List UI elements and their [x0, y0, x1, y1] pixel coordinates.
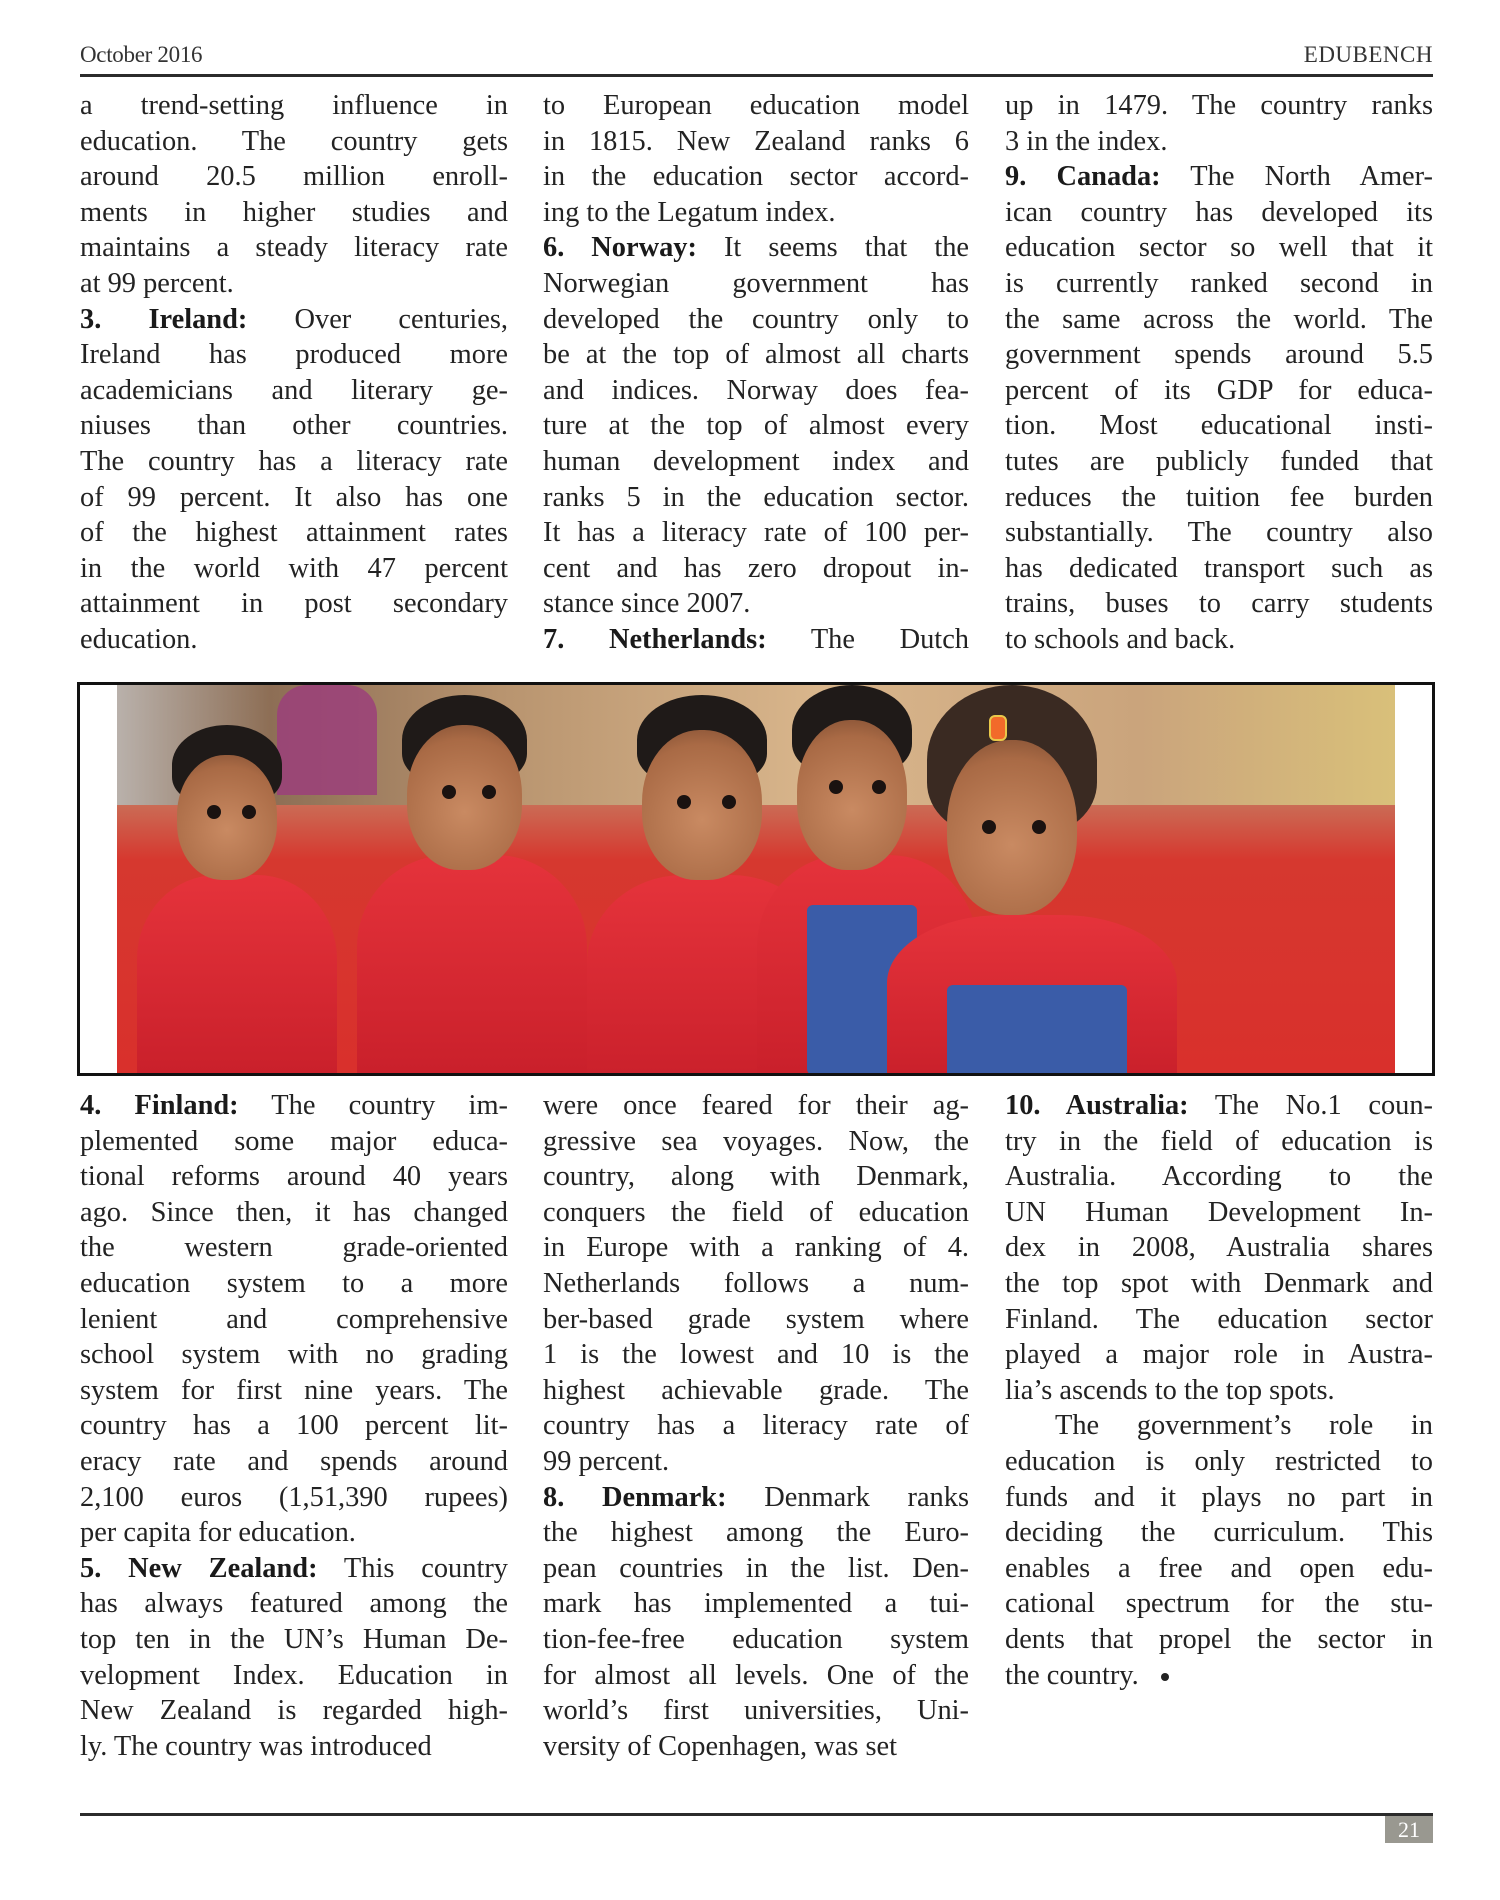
text-line: per capita for education. — [80, 1517, 356, 1549]
text-line: tion-fee-free education system — [543, 1623, 969, 1655]
section-heading: 9. Canada: — [1005, 161, 1161, 193]
top-column-2 — [543, 88, 969, 658]
text-line: a trend-setting influence in — [80, 90, 508, 121]
text-line: at 99 percent. — [80, 267, 234, 299]
section-heading: 8. Denmark: — [543, 1481, 727, 1513]
text-run: The North Amer- — [1160, 161, 1433, 193]
text-line: ican country has developed its — [1005, 196, 1433, 228]
text-line: country has a literacy rate of — [543, 1410, 969, 1442]
text-line: ago. Since then, it has changed — [80, 1196, 508, 1228]
text-line: be at the top of almost all charts — [543, 339, 969, 371]
text-line: played a major role in Austra- — [1005, 1339, 1433, 1371]
text-line: has dedicated transport such as — [1005, 552, 1433, 584]
text-run: Denmark ranks — [726, 1481, 969, 1513]
text-line: percent of its GDP for educa- — [1005, 374, 1433, 406]
bottom-column-2 — [543, 1088, 969, 1764]
text-line: the country. — [1005, 1658, 1433, 1694]
text-line: education system to a more — [80, 1267, 508, 1299]
text-line: country, along with Denmark, — [543, 1161, 969, 1193]
text-line: dex in 2008, Australia shares — [1005, 1232, 1433, 1264]
footer-rule — [80, 1813, 1433, 1816]
text-line: human development index and — [543, 445, 969, 477]
text-line: 99 percent. — [543, 1445, 670, 1477]
text-line: Australia. According to the — [1005, 1161, 1433, 1193]
section-heading: 7. Netherlands: — [543, 623, 767, 655]
text-line: lenient and comprehensive — [80, 1303, 508, 1335]
text-line: ranks 5 in the education sector. — [543, 481, 969, 513]
text-line: education is only restricted to — [1005, 1445, 1433, 1477]
text-line: The country has a literacy rate — [80, 445, 508, 477]
text-line: The government’s role in — [1055, 1410, 1433, 1442]
section-heading: 3. Ireland: — [80, 303, 248, 335]
photo-background-figure — [277, 685, 377, 795]
text-line: lia’s ascends to the top spots. — [1005, 1374, 1335, 1406]
text-line — [80, 1551, 508, 1587]
section-heading: 10. Australia: — [1005, 1090, 1189, 1121]
text-line: has always featured among the — [80, 1588, 508, 1620]
text-line: were once feared for their ag- — [543, 1090, 969, 1121]
photo-frame — [77, 682, 1435, 1076]
text-line: pean countries in the list. Den- — [543, 1552, 969, 1584]
text-line: 1 is the lowest and 10 is the — [543, 1339, 969, 1371]
text-line: try in the field of education is — [1005, 1125, 1433, 1157]
top-column-3 — [1005, 88, 1433, 658]
text-line: New Zealand is regarded high- — [80, 1695, 508, 1727]
text-line: for almost all levels. One of the — [543, 1659, 969, 1691]
text-line: school system with no grading — [80, 1339, 508, 1371]
hair-clip — [989, 715, 1007, 741]
text-line: dents that propel the sector in — [1005, 1623, 1433, 1655]
text-line: cent and has zero dropout in- — [543, 552, 969, 584]
text-line: trains, buses to carry students — [1005, 588, 1433, 620]
text-line: of the highest attainment rates — [80, 517, 508, 549]
text-line — [543, 230, 969, 266]
text-line: the western grade-oriented — [80, 1232, 508, 1264]
text-run: The Dutch — [766, 623, 969, 655]
text-line: enables a free and open edu- — [1005, 1552, 1433, 1584]
text-run: Over centuries, — [247, 303, 508, 335]
text-line: plemented some major educa- — [80, 1125, 508, 1157]
section-heading: 4. Finland: — [80, 1090, 239, 1121]
text-line: the top spot with Denmark and — [1005, 1267, 1433, 1299]
text-line: maintains a steady literacy rate — [80, 232, 508, 264]
schoolchildren-photo — [117, 685, 1395, 1073]
publication-name: EDUBENCH — [1303, 42, 1433, 67]
text-line — [1005, 159, 1433, 195]
text-line: around 20.5 million enroll- — [80, 161, 508, 193]
text-run: It seems that the — [696, 232, 969, 264]
section-heading: 6. Norway: — [543, 232, 697, 264]
text-line — [80, 1088, 508, 1124]
text-line: tion. Most educational insti- — [1005, 410, 1433, 442]
text-line: the highest among the Euro- — [543, 1517, 969, 1549]
text-line: funds and it plays no part in — [1005, 1481, 1433, 1513]
text-line — [80, 302, 508, 338]
text-run: This country — [317, 1552, 508, 1584]
text-line: top ten in the UN’s Human De- — [80, 1623, 508, 1655]
text-line — [1005, 1088, 1433, 1124]
bottom-column-1 — [80, 1088, 508, 1764]
text-line — [543, 1480, 969, 1516]
text-run: The No.1 coun- — [1188, 1090, 1433, 1121]
text-line: the same across the world. The — [1005, 303, 1433, 335]
text-line: in the education sector accord- — [543, 161, 969, 193]
text-line: highest achievable grade. The — [543, 1374, 969, 1406]
text-line: velopment Index. Education in — [80, 1659, 508, 1691]
text-line: substantially. The country also — [1005, 517, 1433, 549]
text-line: mark has implemented a tui- — [543, 1588, 969, 1620]
text-line: is currently ranked second in — [1005, 267, 1433, 299]
text-line: government spends around 5.5 — [1005, 339, 1433, 371]
header-rule — [80, 74, 1433, 77]
text-line: conquers the field of education — [543, 1196, 969, 1228]
text-line: 3 in the index. — [1005, 125, 1168, 157]
text-line: Netherlands follows a num- — [543, 1267, 969, 1299]
text-line: system for first nine years. The — [80, 1374, 508, 1406]
text-line: of 99 percent. It also has one — [80, 481, 508, 513]
text-line: deciding the curriculum. This — [1005, 1517, 1433, 1549]
text-line: Ireland has produced more — [80, 339, 508, 371]
issue-date: October 2016 — [80, 42, 203, 67]
text-line: Finland. The education sector — [1005, 1303, 1433, 1335]
text-line: country has a 100 percent lit- — [80, 1410, 508, 1442]
text-line: to European education model — [543, 90, 969, 121]
text-line: niuses than other countries. — [80, 410, 508, 442]
text-line: world’s first universities, Uni- — [543, 1695, 969, 1727]
text-line: in Europe with a ranking of 4. — [543, 1232, 969, 1264]
bottom-column-3 — [1005, 1088, 1433, 1693]
text-line: in the world with 47 percent — [80, 552, 508, 584]
text-line: tional reforms around 40 years — [80, 1161, 508, 1193]
text-line: up in 1479. The country ranks — [1005, 90, 1433, 121]
text-line: attainment in post secondary — [80, 588, 508, 620]
text-run: The country im- — [238, 1090, 508, 1121]
text-line: in 1815. New Zealand ranks 6 — [543, 125, 969, 157]
text-line: Norwegian government has — [543, 267, 969, 299]
text-line: developed the country only to — [543, 303, 969, 335]
text-line: education. The country gets — [80, 125, 508, 157]
text-line: academicians and literary ge- — [80, 374, 508, 406]
text-line: education sector so well that it — [1005, 232, 1433, 264]
text-line: UN Human Development In- — [1005, 1196, 1433, 1228]
text-line: 2,100 euros (1,51,390 rupees) — [80, 1481, 508, 1513]
text-line: ture at the top of almost every — [543, 410, 969, 442]
text-line: versity of Copenhagen, was set — [543, 1730, 898, 1762]
text-line: cational spectrum for the stu- — [1005, 1588, 1433, 1620]
text-line: tutes are publicly funded that — [1005, 445, 1433, 477]
page-number: 21 — [1385, 1816, 1433, 1843]
text-line: eracy rate and spends around — [80, 1445, 508, 1477]
text-line: ly. The country was introduced — [80, 1730, 432, 1762]
top-column-1 — [80, 88, 508, 658]
text-line: gressive sea voyages. Now, the — [543, 1125, 969, 1157]
text-line: ments in higher studies and — [80, 196, 508, 228]
text-line: and indices. Norway does fea- — [543, 374, 969, 406]
end-of-article-bullet-icon — [1161, 1673, 1169, 1681]
text-line: education. — [80, 623, 198, 655]
text-line — [543, 622, 969, 658]
section-heading: 5. New Zealand: — [80, 1552, 318, 1584]
text-line: to schools and back. — [1005, 623, 1236, 655]
text-line: ber-based grade system where — [543, 1303, 969, 1335]
text-line: stance since 2007. — [543, 588, 751, 620]
text-line: reduces the tuition fee burden — [1005, 481, 1433, 513]
text-line: It has a literacy rate of 100 per- — [543, 517, 969, 549]
text-line: ing to the Legatum index. — [543, 196, 836, 228]
